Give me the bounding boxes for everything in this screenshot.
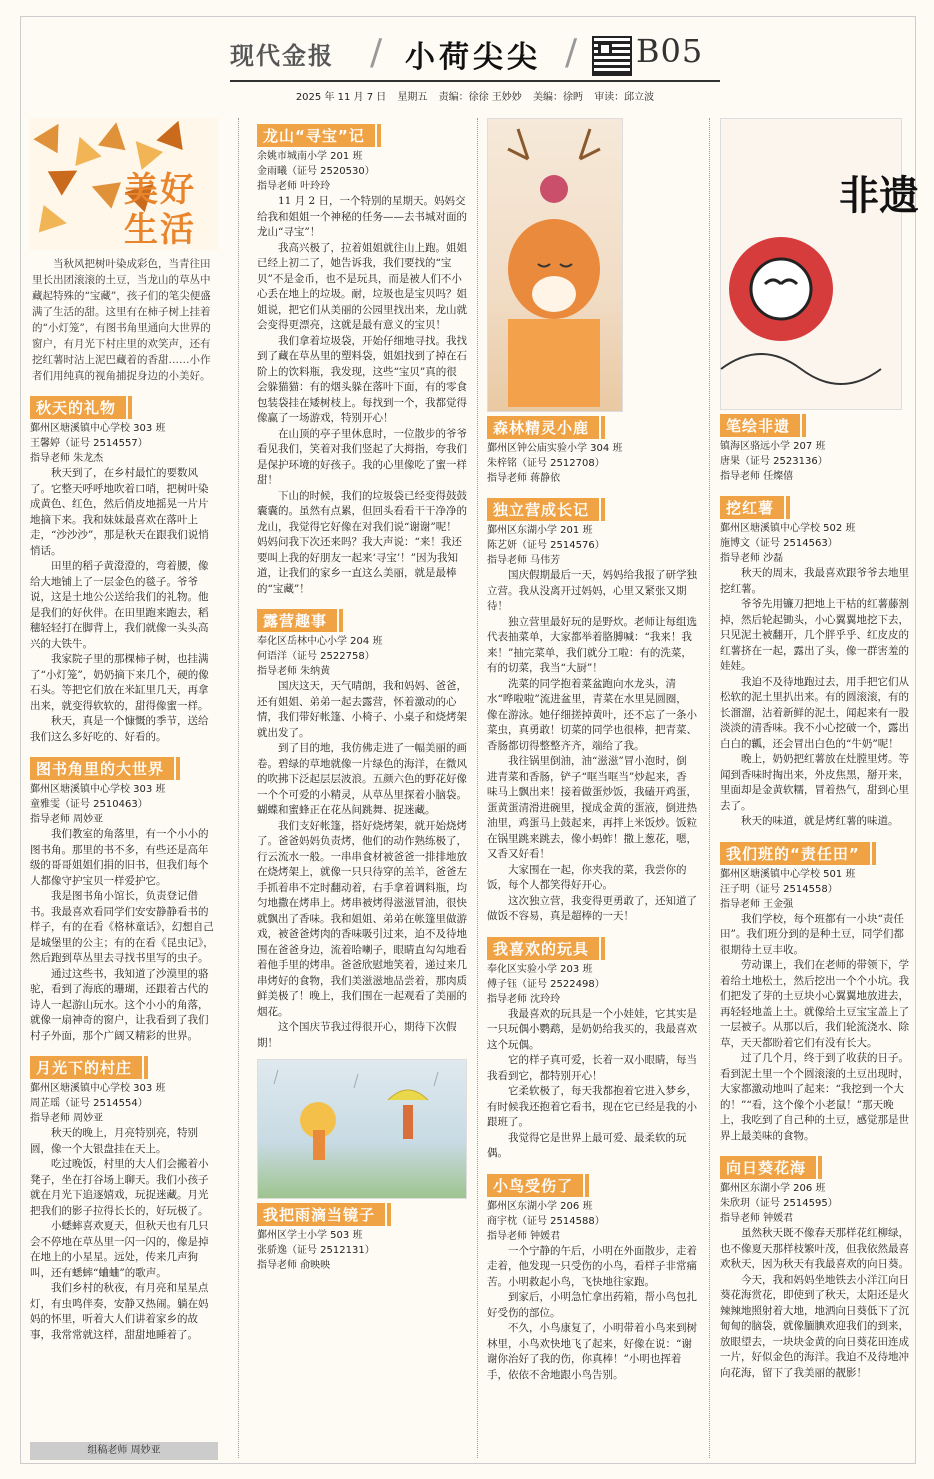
article-school: 鄞州区塘溪镇中心学校 303 班 <box>30 784 166 795</box>
article-paragraph: 晚上，奶奶把红薯放在灶膛里烤。等闻到香味时掏出来，外皮焦黑，掰开来，里面却是金黄软糯，冒着热气，甜到心里去了。 <box>720 753 909 812</box>
article-paragraph: 秋天的周末，我最喜欢跟爷爷去地里挖红薯。 <box>720 567 909 595</box>
article-paragraph: 这次独立营，我变得更勇敢了，还知道了做饭不容易，真是超棒的一天！ <box>487 894 697 922</box>
article-teacher: 指导老师 钟媛君 <box>487 1230 561 1242</box>
deer-drawing <box>487 118 623 412</box>
article-teacher: 指导老师 俞映映 <box>257 1260 331 1271</box>
article-school: 鄞州区学士小学 503 班 <box>257 1230 363 1241</box>
article-author: 何语洋（证号 2522758） <box>257 651 375 662</box>
article-paragraph: 这个国庆节我过得很开心，期待下次假期！ <box>257 1021 457 1049</box>
deer-drawing-art <box>488 119 620 409</box>
article-title: 露营趣事 <box>257 609 337 632</box>
antler-icon <box>508 129 600 159</box>
article-paragraph: 我们学校，每个班都有一小块“责任田”。我们班分到的是种土豆，同学们都很期待土豆丰收。 <box>720 912 904 956</box>
article-school: 鄞州区东湖小学 206 班 <box>720 1183 826 1194</box>
raindrop-icon <box>274 1070 278 1084</box>
raindrop-icon <box>354 1074 358 1088</box>
heritage-calligraphy: 非遗 <box>839 172 919 219</box>
article-teacher: 指导老师 马伟芳 <box>487 555 561 566</box>
dateline <box>230 88 720 103</box>
heritage-drawing-art <box>721 119 919 407</box>
article-author: 周芷瑶（证号 2514554） <box>30 1098 148 1109</box>
cloud-pattern <box>721 354 881 384</box>
maple-leaf-icon <box>98 120 130 150</box>
column-divider <box>477 118 478 1458</box>
maple-leaf-banner <box>30 118 218 250</box>
article-teacher: 指导老师 朱纳黄 <box>257 666 331 677</box>
article-paragraph: 洗菜的同学抱着菜盆跑向水龙头，清水“哗啦啦”流进盆里，青菜在水里晃圆圈，像在游泳。她仔细搓掉黄叶，还不忘了一条小菜虫，真勇敢！切菜的同学也很棒，把青菜、香肠都切得整整齐齐，端给了我。 <box>487 677 697 752</box>
article-paragraph: 不久，小鸟康复了，小明带着小鸟来到树林里，小鸟欢快地飞了起来，好像在说：“谢谢你治好了我的伤，你真棒！”小明也挥着手，依依不舍地跟小鸟告别。 <box>487 1322 697 1381</box>
article-teacher: 指导老师 王金强 <box>720 898 794 910</box>
article-paragraph: 我们支好帐篷，搭好烧烤架，就开始烧烤了。爸爸妈妈负责烤，他们的动作熟练极了，行云流水一般。一串串食材被爸爸一排排地放在烧烤架上，就像一只只待穿的羔羊，爸爸左手抓着串不定时翻动着，右手拿着调料瓶，均匀地撒在烤串上。烤串被烤得滋滋冒油，很快就飘出了香味。我和姐姐、弟弟在帐篷里做游戏，被爸爸烤肉的香味吸引过来，迫不及待地围在爸爸身边，流着哈喇子，眼睛直勾勾地看着他手里的烤串。爸爸欣慰地笑着，递过来几串烤好的食物，我们美滋滋地品尝着，那肉质鲜美极了！晚上，我们围在一起观看了美丽的烟花。 <box>257 819 467 1018</box>
article-paragraph: 它的样子真可爱，长着一双小眼睛，每当我看到它，都特别开心！ <box>487 1054 697 1082</box>
deer-body <box>508 319 600 407</box>
article-paragraph: 国庆假期最后一天，妈妈给我报了研学独立营。我从没离开过妈妈，心里又紧张又期待！ <box>487 569 697 612</box>
issue-weekday: 星期五 <box>397 92 428 103</box>
article-school: 余姚市城南小学 201 班 <box>257 151 363 162</box>
article-paragraph: 我高兴极了，拉着姐姐就往山上跑。姐姐已经上初二了，她告诉我，我们要找的“宝贝”不是金币，也不是玩具，而是被人们不小心丢在地上的垃圾。耐，垃圾也是宝贝吗？姐姐说，把它们从美丽的公园里找出来，龙山就会变得更漂亮，这就是最有意义的宝贝！ <box>257 241 467 331</box>
deer-muzzle <box>532 276 576 312</box>
article-paragraph: 我是图书角小馆长，负责登记借书。我最喜欢看同学们安安静静看书的样子，有的在看《格林童话》，幻想自己是城堡里的公主；有的在看《昆虫记》，然后跑到草丛里去寻找书里写的虫子。 <box>30 890 214 964</box>
article-paragraph: 在山顶的亭子里休息时，一位散步的爷爷看见我们，笑着对我们竖起了大拇指，夸我们是保护环境的好孩子。我的心里像吃了蜜一样甜！ <box>257 427 467 486</box>
maple-leaf-icon <box>87 173 121 208</box>
article-author: 王馨婷（证号 2514557） <box>30 438 148 449</box>
section-title: 小荷尖尖 <box>405 40 541 75</box>
section-editor: 组稿老师 周妙亚 <box>30 1442 218 1460</box>
article-title: 挖红薯 <box>720 496 784 519</box>
art-editor: 美编：徐眄 <box>533 92 583 103</box>
article-title: 秋天的礼物 <box>30 396 126 419</box>
article-paragraph: 过了几个月，终于到了收获的日子。看到泥土里一个个圆滚滚的土豆出现时，大家都激动地叫了起来：“我挖到一个大的！”“看，这个像个小老鼠！”那天晚上，我吃到了自己种的土豆，感觉那是世界上最美味的食物。 <box>720 1052 909 1142</box>
article-paragraph: 我们教室的角落里，有一个小小的图书角。那里的书不多，有些还是高年级的哥哥姐姐们捐的旧书，但我们每个人都像守护宝贝一样爱护它。 <box>30 828 209 887</box>
article-teacher: 指导老师 叶玲玲 <box>257 181 331 192</box>
article-school: 鄞州区塘溪镇中心学校 303 班 <box>30 1083 166 1094</box>
article-title: 独立营成长记 <box>487 498 599 521</box>
article-teacher: 指导老师 任燦僖 <box>720 471 794 482</box>
article-title: 我们班的“责任田” <box>720 842 870 865</box>
article-paragraph: 爷爷先用镰刀把地上干枯的红薯藤割掉，然后轮起锄头，小心翼翼地挖下去，只见泥土被翻开，几个胖乎乎、红皮皮的红薯挤在一起，露出了头，像一群害羞的娃娃。 <box>720 598 909 672</box>
article-paragraph: 秋天，真是一个慷慨的季节，送给我们这么多好吃的、好看的。 <box>30 715 209 743</box>
flower-crown <box>540 175 568 203</box>
article-paragraph: 国庆这天，天气晴朗，我和妈妈、爸爸，还有姐姐、弟弟一起去露营，怀着激动的心情，我们带好帐篷、小椅子、小桌子和烧烤架就出发了。 <box>257 680 467 739</box>
article-author: 施博文（证号 2514563） <box>720 538 838 549</box>
article-author: 商宇枕（证号 2514588） <box>487 1215 605 1227</box>
rain-drawing <box>257 1059 467 1199</box>
article-paragraph: 通过这些书，我知道了沙漠里的骆驼，看到了海底的珊瑚，还跟着古代的诗人一起游山玩水。这个小小的角落，就像一扇神奇的窗户，让我看到了我们村子外面，那个广阔又精彩的世界。 <box>30 967 209 1042</box>
masthead-rule <box>230 80 720 82</box>
article-paragraph: 虽然秋天既不像春天那样花红柳绿，也不像夏天那样枝繁叶茂，但我依然最喜欢秋天，因为秋天有我最喜欢的向日葵。 <box>720 1227 909 1270</box>
proofreader: 审读：邱立波 <box>594 92 655 103</box>
article-paragraph: 一个宁静的午后，小明在外面散步，走着走着，他发现一只受伤的小鸟，看样子非常痛苦。小明救起小鸟，飞快地往家跑。 <box>487 1244 697 1288</box>
newspaper-name: 现代金报 <box>230 41 334 70</box>
article-school: 鄞州区塘溪镇中心学校 501 班 <box>720 868 856 880</box>
article-paragraph: 下山的时候，我们的垃圾袋已经变得鼓鼓囊囊的。虽然有点累，但回头看看干干净净的龙山，我觉得它好像在对我们说“谢谢”呢！妈妈问我下次还来吗？我大声说：“来！我还要叫上我的好朋友一起来‘寻宝’！”因为我知道，让我们的家乡一直这么美丽，就是最棒的“宝藏”！ <box>257 489 467 595</box>
article-author: 汪子明（证号 2514558） <box>720 883 838 895</box>
masthead-divider: / <box>370 32 383 73</box>
article-title: 笔绘非遗 <box>720 414 800 437</box>
issue-date: 2025 年 11 月 7 日 <box>295 92 387 103</box>
umbrella-icon <box>388 1090 428 1100</box>
article-paragraph: 11 月 2 日，一个特别的星期天。妈妈交给我和姐姐一个神秘的任务——去书城对面的龙山“寻宝”！ <box>257 195 467 238</box>
article-author: 朱欣玥（证号 2514595） <box>720 1198 838 1209</box>
article-teacher: 指导老师 周妙亚 <box>30 1113 104 1124</box>
article-title: 月光下的村庄 <box>30 1056 142 1079</box>
rain-drawing-art <box>258 1060 466 1196</box>
article-teacher: 指导老师 沙磊 <box>720 553 784 564</box>
article-paragraph: 我迫不及待地跑过去，用手把它们从松软的泥土里扒出来。有的圆滚滚，有的长溜溜，沾着新鲜的泥土，闻起来有一股淡淡的清香味。我不小心挖破一个，露出白白的瓤，还会冒出白色的“牛奶”呢！ <box>720 675 909 750</box>
article-school: 鄞州区东湖小学 206 班 <box>487 1200 593 1212</box>
article-paragraph: 大家围在一起，你夹我的菜，我尝你的饭，每个人都笑得好开心。 <box>487 863 687 891</box>
article-paragraph: 我往锅里倒油，油“滋滋”冒小泡时，倒进青菜和香肠，铲子“哐当哐当”炒起来，香味马上飘出来！接着做蛋炒饭，我磕开鸡蛋，蛋黄蛋清滑进碗里，搅成金黄的蛋液，倒进热油里，鸡蛋马上鼓起来，再拌上米饭炒。饭粒在锅里跳来跳去，像小蚂蚱！撒上葱花，嗯，又香又好看！ <box>487 755 697 860</box>
column-2 <box>257 118 467 1273</box>
article-title: 小鸟受伤了 <box>487 1174 583 1197</box>
article-author: 陈艺妍（证号 2514576） <box>487 540 605 551</box>
article-paragraph: 田里的稻子黄澄澄的，弯着腰，像给大地铺上了一层金色的毯子。爷爷说，这是土地公公送给我们的礼物。他是我们的好伙伴。在田里跑来跑去，稻穗轻轻打在脚背上，我们就像一头头高兴的大铁牛。 <box>30 560 209 650</box>
article-title: 我把雨滴当镜子 <box>257 1203 385 1226</box>
masthead-divider: / <box>565 32 578 73</box>
qr-code-icon[interactable] <box>592 36 632 76</box>
column-4 <box>720 118 919 1381</box>
raindrop-icon <box>434 1072 438 1086</box>
child-figure <box>313 1130 325 1160</box>
article-teacher: 指导老师 朱龙杰 <box>30 453 104 464</box>
feature-intro: 当秋风把树叶染成彩色，当青往田里长出团滚滚的土豆，当龙山的草丛中藏起特殊的“宝藏”，孩子们的笔尖便盛满了生活的甜。这里有在柿子树上挂着的“小灯笼”，有图书角里通向大世界的窗户，有月光下村庄里的欢笑声，还有挖红薯时沾上泥巴藏着的香甜……小作者们用纯真的视角捕捉身边的小美好。 <box>32 258 211 382</box>
article-author: 唐果（证号 2523136） <box>720 456 828 467</box>
article-paragraph: 到家后，小明急忙拿出药箱，帮小鸟包扎好受伤的部位。 <box>487 1291 697 1319</box>
article-title: 森林精灵小鹿 <box>487 416 599 439</box>
article-school: 鄞州区东湖小学 201 班 <box>487 525 593 536</box>
article-paragraph: 秋天的晚上，月亮特别亮，特别圆，像一个大银盘挂在天上。 <box>30 1127 198 1155</box>
article-paragraph: 劳动课上，我们在老师的带领下，学着给土地松土，然后挖出一个个小坑。我们把发了芽的土豆块小心翼翼地放进去，再轻轻地盖上土。就像给土豆宝宝盖上了一层被子。从那以后，我们轮流浇水、除草，天天都盼着它们有没有长大。 <box>720 959 909 1049</box>
article-paragraph: 我觉得它是世界上最可爱、最柔软的玩偶。 <box>487 1131 687 1159</box>
article-teacher: 指导老师 蒋静依 <box>487 473 561 484</box>
column-3 <box>487 118 697 1383</box>
maple-leaf-icon <box>39 205 69 237</box>
article-paragraph: 我家院子里的那棵柿子树，也挂满了“小灯笼”，奶奶摘下来几个，硬的像石头。等把它们放在米缸里几天，再拿出来，就变得软软的，甜得像蜜一样。 <box>30 653 209 712</box>
maple-leaf-icon <box>33 117 70 154</box>
maple-leaf-icon <box>156 116 191 150</box>
feature-title: 美好生活 <box>124 170 196 250</box>
opera-mask <box>751 259 811 319</box>
article-teacher: 指导老师 沈玲玲 <box>487 993 561 1005</box>
article-paragraph: 我最喜欢的玩具是一个小娃娃，它其实是一只玩偶小鹦鹉，是奶奶给我买的，我最喜欢这个玩偶。 <box>487 1007 697 1051</box>
article-paragraph: 我们乡村的秋夜，有月亮和星星点灯，有虫鸣伴奏，安静又热闹。躺在妈妈的怀里，听着大人们讲着家乡的故事，我常常就这样，甜甜地睡着了。 <box>30 1282 209 1341</box>
article-school: 奉化区岳林中心小学 204 班 <box>257 636 383 647</box>
chief-editors: 责编：徐徐 王妙妙 <box>438 92 522 103</box>
column-divider <box>709 118 710 1458</box>
article-paragraph: 秋天到了，在乡村最忙的要数风了。它整天呼呼地吹着口哨，把树叶染成黄色、红色，然后俏皮地摇晃一片片地摘下来。我和妹妹最喜欢在落叶上走，“沙沙沙”，那是秋天在跟我们说悄悄话。 <box>30 467 209 557</box>
column-divider <box>238 118 239 1458</box>
column-1 <box>30 118 218 1343</box>
article-paragraph: 到了目的地，我仿佛走进了一幅美丽的画卷。碧绿的草地就像一片绿色的海洋，在微风的吹拂下泛起层层波浪。五颜六色的野花好像一个个可爱的小精灵，从草丛里探着小脑袋。蝴蝶和蜜蜂正在花丛间跳舞、捉迷藏。 <box>257 742 467 816</box>
heritage-drawing <box>720 118 919 410</box>
article-school: 奉化区实验小学 203 班 <box>487 963 593 975</box>
article-paragraph: 我们拿着垃圾袋，开始仔细地寻找。我找到了藏在草丛里的塑料袋，姐姐找到了掉在石阶上的饮料瓶，我发现，这些“宝贝”真的很会躲猫猫：有的烟头躲在落叶下面，有的零食包装袋挂在矮树枝上。每找到一个，我都觉得像赢了一场游戏，特别开心！ <box>257 334 467 424</box>
article-author: 金雨曦（证号 2520530） <box>257 166 375 177</box>
article-teacher: 指导老师 钟媛君 <box>720 1213 794 1224</box>
article-paragraph: 吃过晚饭，村里的大人们会搬着小凳子，坐在打谷场上聊天。我们小孩子就在月光下追逐嬉戏，玩捉迷藏。月光把我们的影子拉得长长的，好玩极了。 <box>30 1158 209 1217</box>
article-paragraph: 它柔软极了，每天我都抱着它进入梦乡，有时候我还抱着它看书，现在它已经是我的小跟班了。 <box>487 1085 697 1128</box>
article-school: 鄞州区塘溪镇中心学校 502 班 <box>720 523 856 534</box>
article-author: 傅子钰（证号 2522498） <box>487 978 605 990</box>
article-title: 向日葵花海 <box>720 1156 816 1179</box>
article-paragraph: 独立营里最好玩的是野炊。老师让每组选代表抽菜单，大家都举着胳膊喊：“我来！我来！”抽完菜单，我们就分工啦：有的洗菜，有的切菜，我当“大厨”！ <box>487 615 697 674</box>
article-paragraph: 今天，我和妈妈坐地铁去小洋江向日葵花海赏花，即使到了秋天，太阳还是火辣辣地照射着大地，地洒向日葵低下了沉甸甸的脑袋，就像腼腆欢迎我们的到来，放眼望去，一块块金黄的向日葵花田连成一片，好似金色的海洋。我迫不及待地冲向花海，留下了我美丽的靓影！ <box>720 1273 909 1379</box>
page-number: B05 <box>636 32 704 70</box>
article-author: 朱梓铭（证号 2512708） <box>487 458 605 469</box>
child-figure <box>403 1105 413 1139</box>
article-title: 龙山“寻宝”记 <box>257 124 375 147</box>
article-title: 我喜欢的玩具 <box>487 937 599 960</box>
article-school: 镇海区骆远小学 207 班 <box>720 441 826 452</box>
article-author: 童雅雯（证号 2510463） <box>30 799 148 810</box>
article-author: 张骄逸（证号 2512131） <box>257 1245 375 1256</box>
article-title: 图书角里的大世界 <box>30 757 174 780</box>
article-paragraph: 小蟋蟀喜欢夏天，但秋天也有几只会不停地在草丛里一闪一闪的，像是掉在地上的小星星。远处，传来几声狗叫，还有蟋蟀“蛐蛐”的歌声。 <box>30 1220 209 1279</box>
article-school: 鄞州区钟公庙实验小学 304 班 <box>487 443 623 454</box>
article-teacher: 指导老师 周妙亚 <box>30 814 104 825</box>
article-school: 鄞州区塘溪镇中心学校 303 班 <box>30 423 166 434</box>
masthead <box>230 28 720 84</box>
article-paragraph: 秋天的味道，就是烤红薯的味道。 <box>741 815 899 827</box>
